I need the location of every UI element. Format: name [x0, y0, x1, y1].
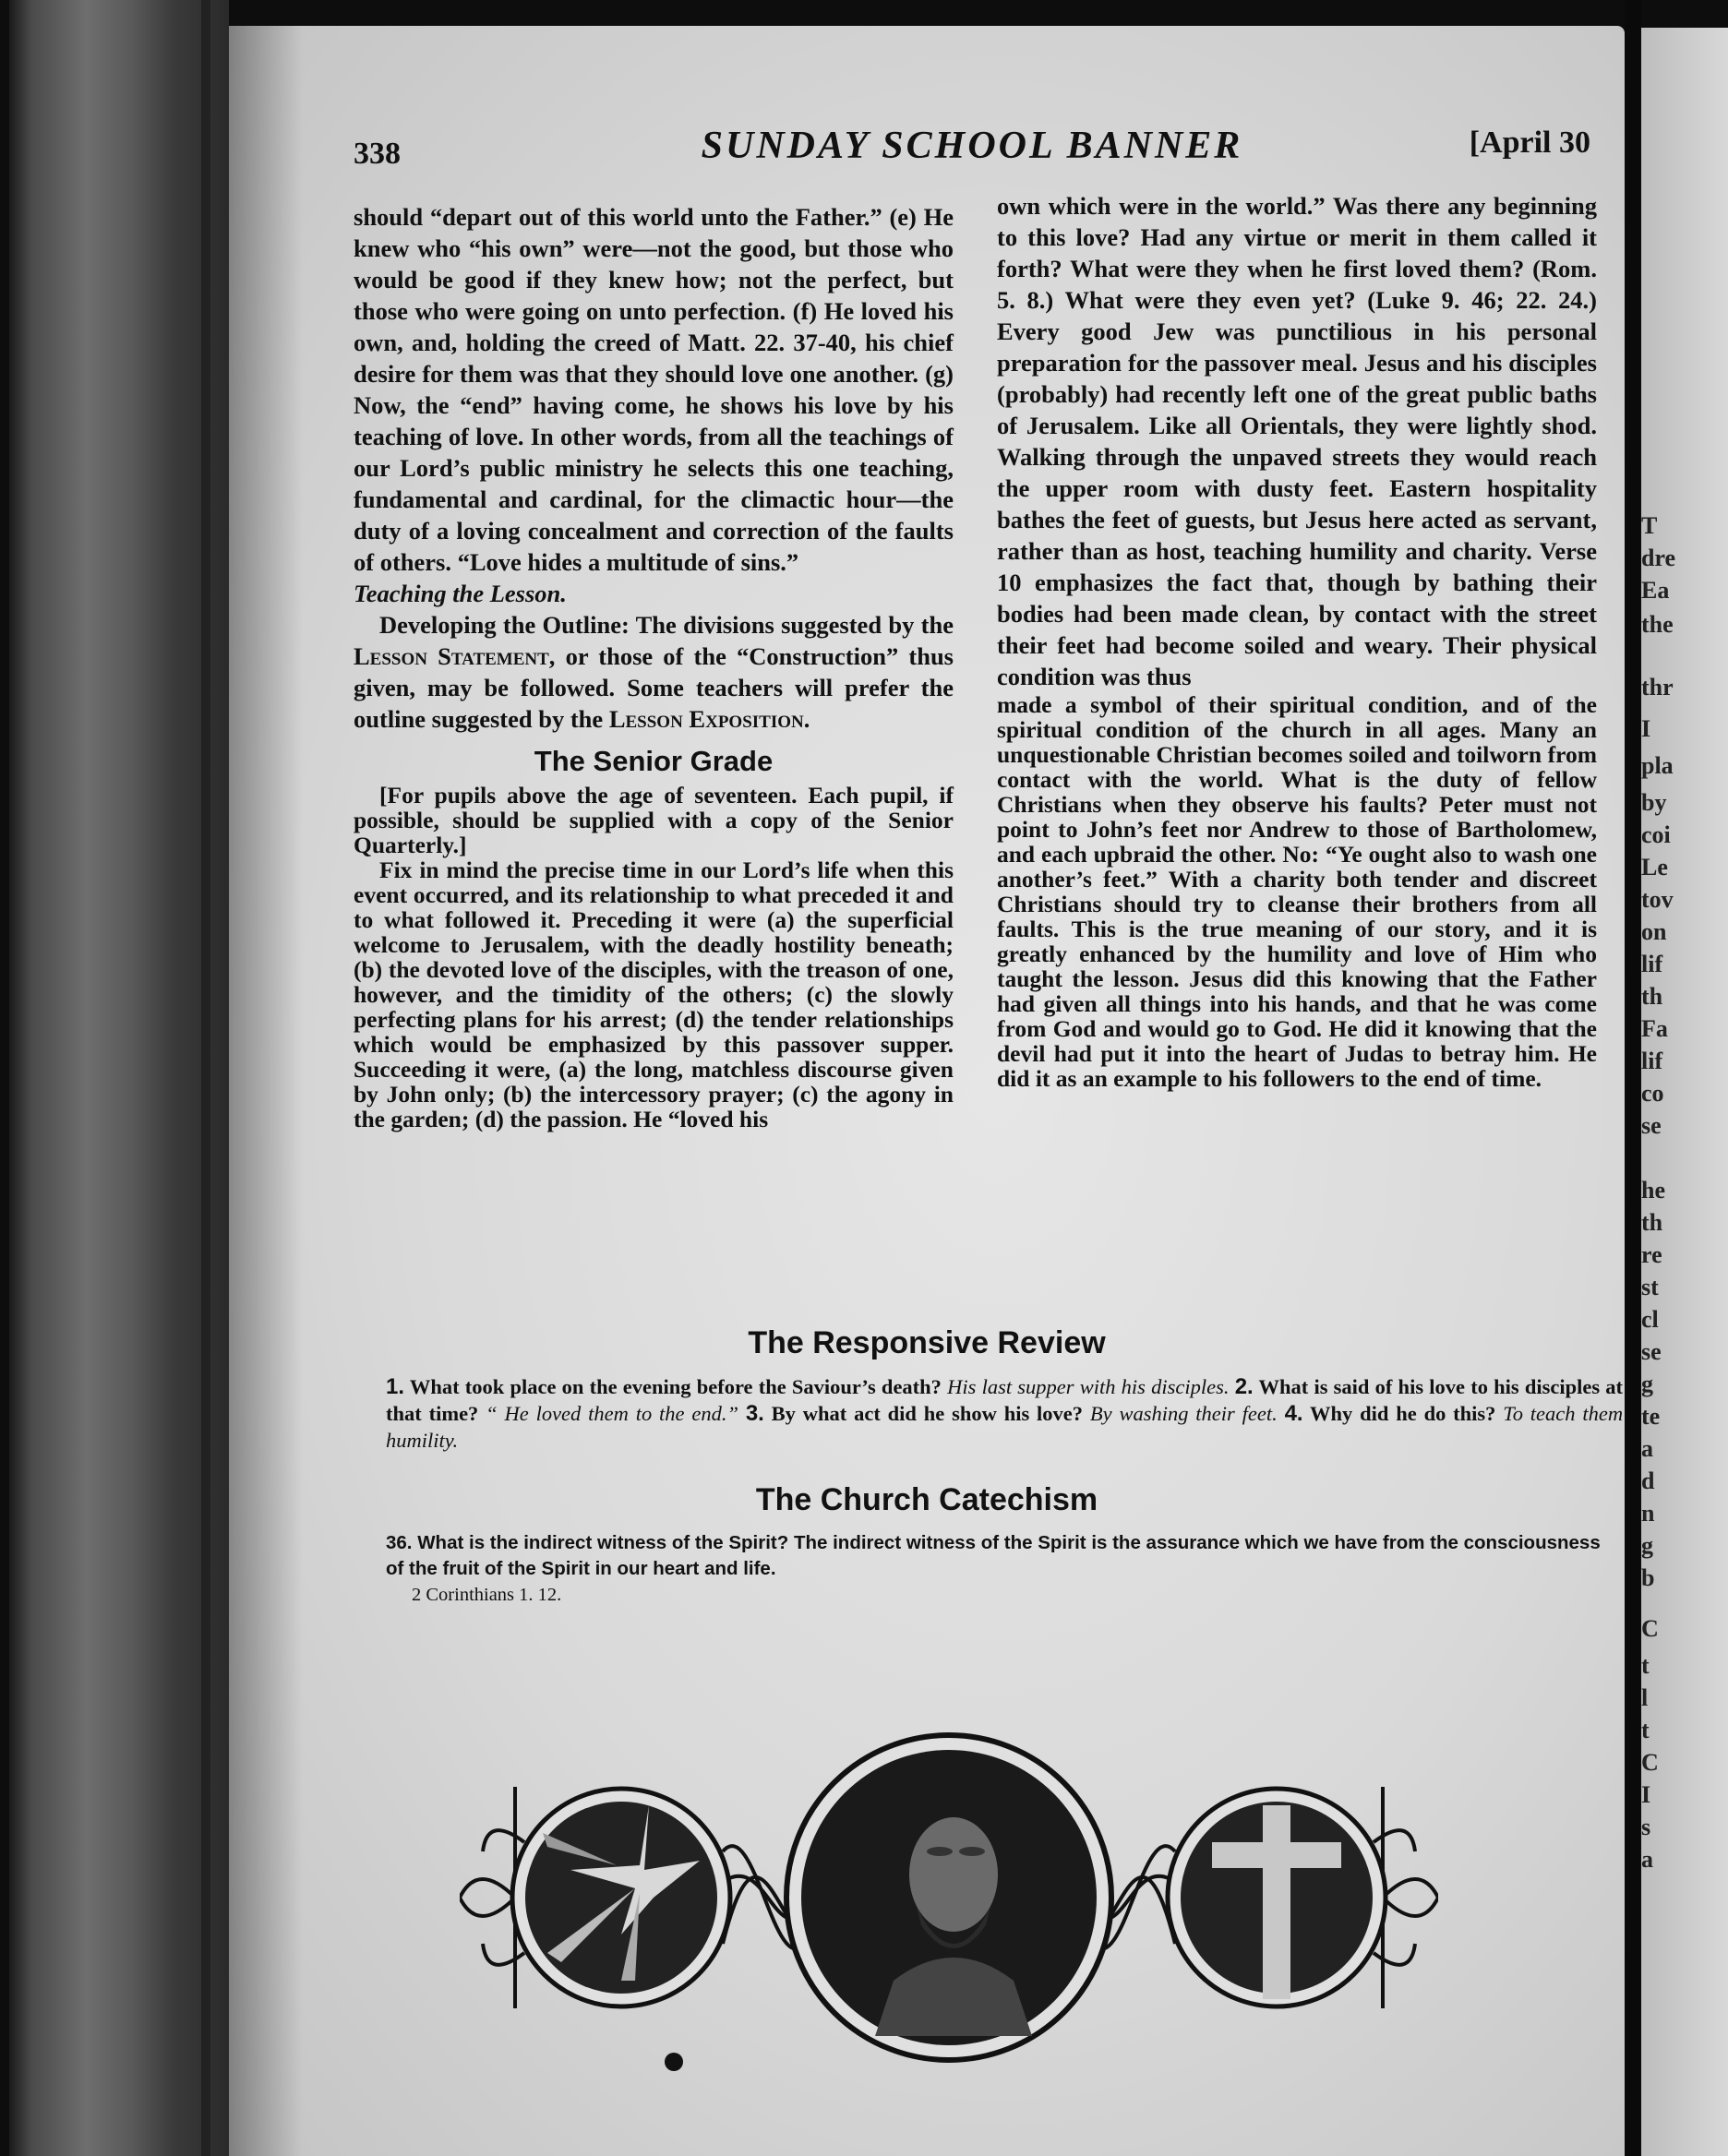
adjacent-page-fragment: n — [1641, 1500, 1655, 1527]
review-a2: “ He loved them to the end.” — [486, 1402, 738, 1425]
adjacent-page-fragment: te — [1641, 1403, 1661, 1430]
review-q2: What is said of his love to his disciples at that time? — [386, 1375, 1624, 1425]
adjacent-page-fragment: a — [1641, 1435, 1653, 1462]
senior-grade-heading: The Senior Grade — [534, 745, 774, 777]
adjacent-page-fragment: by — [1641, 789, 1667, 816]
outline-text-mid: , or those of the “Construction” thus given, may be followed. Some teachers will prefer the outline suggested by the — [354, 642, 954, 733]
adjacent-page-fragment: d — [1641, 1467, 1655, 1494]
outline-text-end: . — [803, 705, 810, 733]
right-paragraph-1: own which were in the world.” Was there any beginning to this love? Had any virtue or merit in them called it forth? What were they when he first loved them? (Rom. 5. 8.) What were they even yet? (Luke 9. 46; 22. 24.) Every good Jew was punctilious in his personal preparation for the passover meal. Jesus and his disciples (probably) had recently left one of the great public baths of Jerusalem. Like all Orientals, they were lightly shod. Walking through the unpaved streets they would reach the upper room with dusty feet. Eastern hospitality bathes the feet of guests, but Jesus here acted as servant, rather than as host, teaching humility and charity. Verse 10 emphasizes the fact that, though by bathing their bodies had been made clean, by contact with the street their feet had become soiled and weary. Their physical condition was thus — [997, 192, 1597, 690]
portrait-face — [909, 1817, 998, 1932]
adjacent-page-fragment: b — [1641, 1564, 1655, 1591]
left-paragraph-3: Fix in mind the precise time in our Lord’s life when this event occurred, and its relationship to what preceded it and to what followed it. Preceding it were (a) the superficial welcome to Jerusalem, with the deadly hostility beneath; (b) the devoted love of the disciples, with the treason of one, however, and the timidity of the others; (c) the slowly perfecting plans for his arrest; (d) the tender relationships which would be emphasized by this passover supper. Succeeding it were, (a) the long, matchless discourse given by John only; (b) the intercessory prayer; (c) the agony in the garden; (d) the passion. He “loved his — [354, 856, 954, 1132]
adjacent-page-fragment: T — [1641, 512, 1658, 539]
responsive-review-title: The Responsive Review — [748, 1325, 1106, 1360]
left-column — [354, 201, 954, 1132]
left-paragraph-2 — [354, 609, 954, 735]
adjacent-page-fragment: t — [1641, 1652, 1650, 1679]
right-paragraph-2: made a symbol of their spiritual condition, and of the spiritual condition of the church in all ages. Many an unquestionable Christian becomes soiled and toilworn from contact with the world. What is the duty of fellow Christians when they observe his faults? Peter must not point to John’s feet nor Andrew to those of Bartholomew, and each upbraid the other. No: “Ye ought also to wash one another’s feet.” With a charity both tender and discreet Christians should try to cleanse their brothers from all faults. This is the true meaning of our story, and it is greatly enhanced by the humility and love of Him who taught the lesson. Jesus did this knowing that the Father had given all things into his hands, and that he was come from God and would go to God. He did it knowing that the devil had put it into the heart of Judas to betray him. He did it as an example to his followers to the end of time. — [997, 691, 1597, 1092]
adjacent-page-fragment: co — [1641, 1080, 1664, 1107]
review-q1: What took place on the evening before the Saviour’s death? — [409, 1375, 942, 1398]
lesson-statement-ref: Lesson Statement — [354, 642, 549, 670]
adjacent-page-fragment: C — [1641, 1615, 1659, 1642]
catechism-reference: 2 Corinthians 1. 12. — [412, 1585, 562, 1605]
ink-spot — [665, 2053, 683, 2071]
review-q3-number: 3. — [745, 1401, 764, 1426]
review-q4-number: 4. — [1284, 1401, 1303, 1426]
adjacent-page-fragment: Ea — [1641, 577, 1670, 604]
adjacent-page-fragment: lif — [1641, 951, 1663, 977]
review-q2-number: 2. — [1234, 1374, 1254, 1399]
decorative-medallion-illustration — [460, 1704, 1438, 2091]
lesson-exposition-ref: Lesson Exposition — [608, 705, 804, 733]
adjacent-page-fragment: l — [1641, 1684, 1649, 1711]
adjacent-page-fragment: re — [1641, 1241, 1662, 1268]
adjacent-page-fragment: cl — [1641, 1306, 1659, 1333]
adjacent-page-fragment: a — [1641, 1846, 1653, 1873]
outline-text-start: Developing the Outline: The divisions suggested by the — [379, 611, 954, 639]
review-q3: By what act did he show his love? — [771, 1402, 1084, 1425]
cross-icon — [1263, 1805, 1290, 1999]
adjacent-page-fragment: coi — [1641, 821, 1671, 848]
adjacent-page-fragment: th — [1641, 983, 1663, 1010]
adjacent-page-fragment: t — [1641, 1717, 1650, 1743]
review-q1-number: 1. — [386, 1374, 405, 1399]
right-column — [997, 190, 1597, 1091]
adjacent-page-fragment: Le — [1641, 854, 1668, 880]
page-header — [354, 118, 1590, 174]
adjacent-page-fragment: lif — [1641, 1048, 1663, 1074]
adjacent-page-fragment: dre — [1641, 545, 1676, 571]
adjacent-page-fragment: he — [1641, 1177, 1665, 1204]
review-a3: By washing their feet. — [1089, 1402, 1278, 1425]
adjacent-page-fragment: on — [1641, 918, 1667, 945]
adjacent-page-fragment: the — [1641, 611, 1674, 638]
adjacent-page-fragment: g — [1641, 1371, 1653, 1397]
teaching-heading: Teaching the Lesson. — [354, 580, 567, 607]
review-a4: To teach them humility. — [386, 1402, 1624, 1452]
adjacent-page-edge — [1641, 28, 1728, 2156]
catechism-answer: The indirect witness of the Spirit is the assurance which we have from the consciousness of the fruit of the Spirit in our heart and life. — [386, 1532, 1601, 1579]
adjacent-page-fragment: thr — [1641, 674, 1674, 701]
issue-date: [April 30 — [1469, 126, 1590, 160]
adjacent-page-fragment: se — [1641, 1338, 1662, 1365]
book-page — [229, 26, 1625, 2156]
adjacent-page-fragment: se — [1641, 1112, 1662, 1139]
catechism-body — [386, 1530, 1623, 1608]
running-title: SUNDAY SCHOOL BANNER — [701, 125, 1243, 167]
adjacent-page-fragment: th — [1641, 1209, 1663, 1236]
review-q4: Why did he do this? — [1310, 1402, 1496, 1425]
book-spine — [9, 0, 229, 2156]
catechism-number: 36. — [386, 1532, 413, 1553]
adjacent-page-fragment: I — [1641, 1781, 1651, 1808]
left-paragraph-1: should “depart out of this world unto the Father.” (e) He knew who “his own” were—not the good, but those who would be good if they knew how; not the perfect, but those who were going on unto perfection. (f) He loved his own, and, holding the creed of Matt. 22. 37-40, his chief desire for them was that they should love one another. (g) Now, the “end” having come, he shows his love by his teaching of love. In other words, from all the teachings of our Lord’s public ministry he selects this one teaching, fundamental and cardinal, for the climactic hour—the duty of a loving concealment and correction of the faults of others. “Love hides a multitude of sins.” — [354, 203, 954, 576]
responsive-review-body — [386, 1373, 1623, 1454]
adjacent-page-fragment: s — [1641, 1814, 1651, 1840]
adjacent-page-fragment: st — [1641, 1274, 1659, 1300]
adjacent-page-fragment: Fa — [1641, 1015, 1668, 1042]
adjacent-page-fragment: I — [1641, 715, 1651, 742]
senior-note: [For pupils above the age of seventeen. Each pupil, if possible, should be supplied with a copy of the Senior Quarterly.] — [354, 782, 954, 858]
adjacent-page-fragment: pla — [1641, 752, 1674, 779]
review-a1: His last supper with his disciples. — [947, 1375, 1230, 1398]
adjacent-page-fragment: g — [1641, 1532, 1653, 1559]
page-gutter — [1625, 0, 1641, 2156]
adjacent-page-fragment: C — [1641, 1749, 1659, 1776]
catechism-question: What is the indirect witness of the Spirit? — [417, 1532, 789, 1553]
cross-medallion — [1168, 1789, 1386, 2006]
page-number: 338 — [354, 137, 401, 171]
adjacent-page-fragment: tov — [1641, 886, 1674, 913]
star-medallion — [512, 1789, 730, 2006]
portrait-medallion — [786, 1735, 1111, 2060]
church-catechism-title: The Church Catechism — [755, 1482, 1098, 1517]
